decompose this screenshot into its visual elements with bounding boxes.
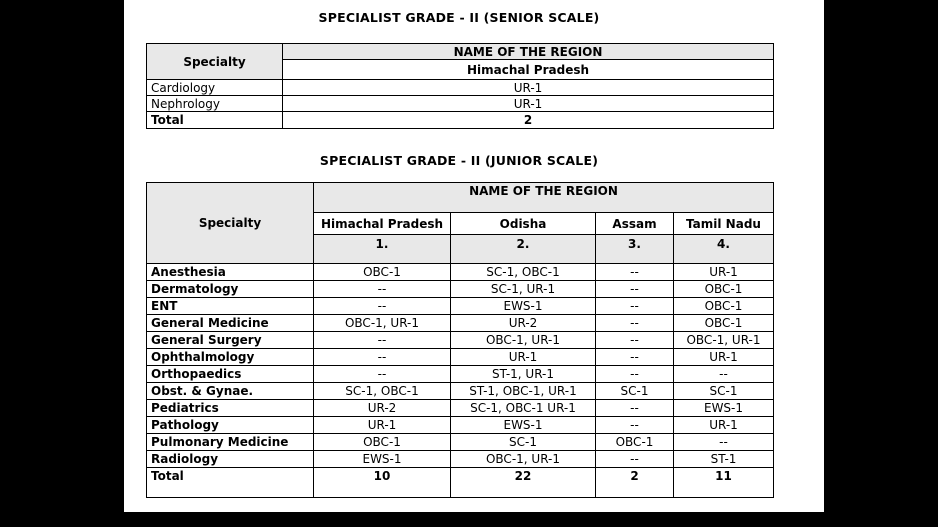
table-row <box>147 349 774 366</box>
total-value: 22 <box>451 468 596 498</box>
specialty-cell: Ophthalmology <box>147 349 314 366</box>
table-row <box>147 315 774 332</box>
value-cell: ST-1 <box>674 451 774 468</box>
value-cell: OBC-1 <box>674 298 774 315</box>
value-cell: EWS-1 <box>674 400 774 417</box>
value-cell: ST-1, OBC-1, UR-1 <box>451 383 596 400</box>
specialty-cell: General Medicine <box>147 315 314 332</box>
junior-scale-title: SPECIALIST GRADE - II (JUNIOR SCALE) <box>319 153 599 168</box>
specialty-cell: Nephrology <box>147 96 283 112</box>
value-cell: OBC-1 <box>674 315 774 332</box>
value-cell: SC-1 <box>451 434 596 451</box>
value-cell: SC-1 <box>674 383 774 400</box>
table-row <box>147 298 774 315</box>
region-assam: Assam <box>596 213 674 235</box>
specialty-cell: Pediatrics <box>147 400 314 417</box>
value-cell: -- <box>596 349 674 366</box>
senior-scale-title: SPECIALIST GRADE - II (SENIOR SCALE) <box>318 10 600 25</box>
specialty-cell: ENT <box>147 298 314 315</box>
value-cell: -- <box>596 264 674 281</box>
value-cell: EWS-1 <box>314 451 451 468</box>
region-number: 1. <box>314 235 451 264</box>
specialty-cell: Dermatology <box>147 281 314 298</box>
value-cell: -- <box>596 315 674 332</box>
specialty-cell: Radiology <box>147 451 314 468</box>
table-row <box>147 96 774 112</box>
value-cell: -- <box>314 349 451 366</box>
value-cell: SC-1, OBC-1 UR-1 <box>451 400 596 417</box>
value-cell: SC-1, OBC-1 <box>314 383 451 400</box>
value-cell: EWS-1 <box>451 298 596 315</box>
specialty-cell: Pulmonary Medicine <box>147 434 314 451</box>
value-cell: UR-2 <box>314 400 451 417</box>
specialty-cell: General Surgery <box>147 332 314 349</box>
value-cell: UR-1 <box>283 80 774 96</box>
value-cell: OBC-1, UR-1 <box>451 451 596 468</box>
value-cell: OBC-1, UR-1 <box>451 332 596 349</box>
region-number: 3. <box>596 235 674 264</box>
value-cell: SC-1, OBC-1 <box>451 264 596 281</box>
table-row <box>147 264 774 281</box>
value-cell: -- <box>596 400 674 417</box>
value-cell: UR-1 <box>674 264 774 281</box>
total-value: 10 <box>314 468 451 498</box>
value-cell: UR-1 <box>674 417 774 434</box>
total-label: Total <box>147 468 314 498</box>
specialty-header: Specialty <box>147 183 314 264</box>
value-cell: -- <box>596 332 674 349</box>
table-row <box>147 434 774 451</box>
table-row <box>147 332 774 349</box>
table-row <box>147 383 774 400</box>
value-cell: -- <box>596 417 674 434</box>
table-row <box>147 80 774 96</box>
table-row <box>147 366 774 383</box>
specialty-cell: Anesthesia <box>147 264 314 281</box>
value-cell: OBC-1 <box>314 434 451 451</box>
value-cell: OBC-1, UR-1 <box>314 315 451 332</box>
value-cell: -- <box>314 298 451 315</box>
value-cell: -- <box>596 298 674 315</box>
specialty-cell: Cardiology <box>147 80 283 96</box>
value-cell: -- <box>674 434 774 451</box>
table-row <box>147 400 774 417</box>
value-cell: -- <box>596 366 674 383</box>
value-cell: -- <box>596 451 674 468</box>
region-number: 2. <box>451 235 596 264</box>
value-cell: UR-1 <box>283 96 774 112</box>
region-header: NAME OF THE REGION <box>283 44 774 60</box>
value-cell: -- <box>596 281 674 298</box>
value-cell: OBC-1, UR-1 <box>674 332 774 349</box>
table-row <box>147 417 774 434</box>
value-cell: UR-2 <box>451 315 596 332</box>
value-cell: SC-1, UR-1 <box>451 281 596 298</box>
value-cell: OBC-1 <box>674 281 774 298</box>
region-himachal-pradesh: Himachal Pradesh <box>314 213 451 235</box>
specialty-cell: Pathology <box>147 417 314 434</box>
value-cell: UR-1 <box>674 349 774 366</box>
specialty-header: Specialty <box>147 44 283 80</box>
value-cell: UR-1 <box>451 349 596 366</box>
value-cell: -- <box>674 366 774 383</box>
value-cell: OBC-1 <box>314 264 451 281</box>
value-cell: SC-1 <box>596 383 674 400</box>
region-tamil-nadu: Tamil Nadu <box>674 213 774 235</box>
region-header: NAME OF THE REGION <box>314 183 774 213</box>
region-number: 4. <box>674 235 774 264</box>
total-value: 2 <box>283 112 774 129</box>
region-odisha: Odisha <box>451 213 596 235</box>
total-label: Total <box>147 112 283 129</box>
total-value: 2 <box>596 468 674 498</box>
value-cell: -- <box>314 332 451 349</box>
document-page <box>124 0 824 512</box>
value-cell: UR-1 <box>314 417 451 434</box>
specialty-cell: Obst. & Gynae. <box>147 383 314 400</box>
senior-scale-table <box>146 43 774 129</box>
specialty-cell: Orthopaedics <box>147 366 314 383</box>
value-cell: -- <box>314 366 451 383</box>
value-cell: -- <box>314 281 451 298</box>
value-cell: ST-1, UR-1 <box>451 366 596 383</box>
total-value: 11 <box>674 468 774 498</box>
table-row <box>147 281 774 298</box>
region-himachal-pradesh: Himachal Pradesh <box>283 60 774 80</box>
table-row <box>147 451 774 468</box>
junior-scale-table <box>146 182 774 498</box>
value-cell: EWS-1 <box>451 417 596 434</box>
value-cell: OBC-1 <box>596 434 674 451</box>
